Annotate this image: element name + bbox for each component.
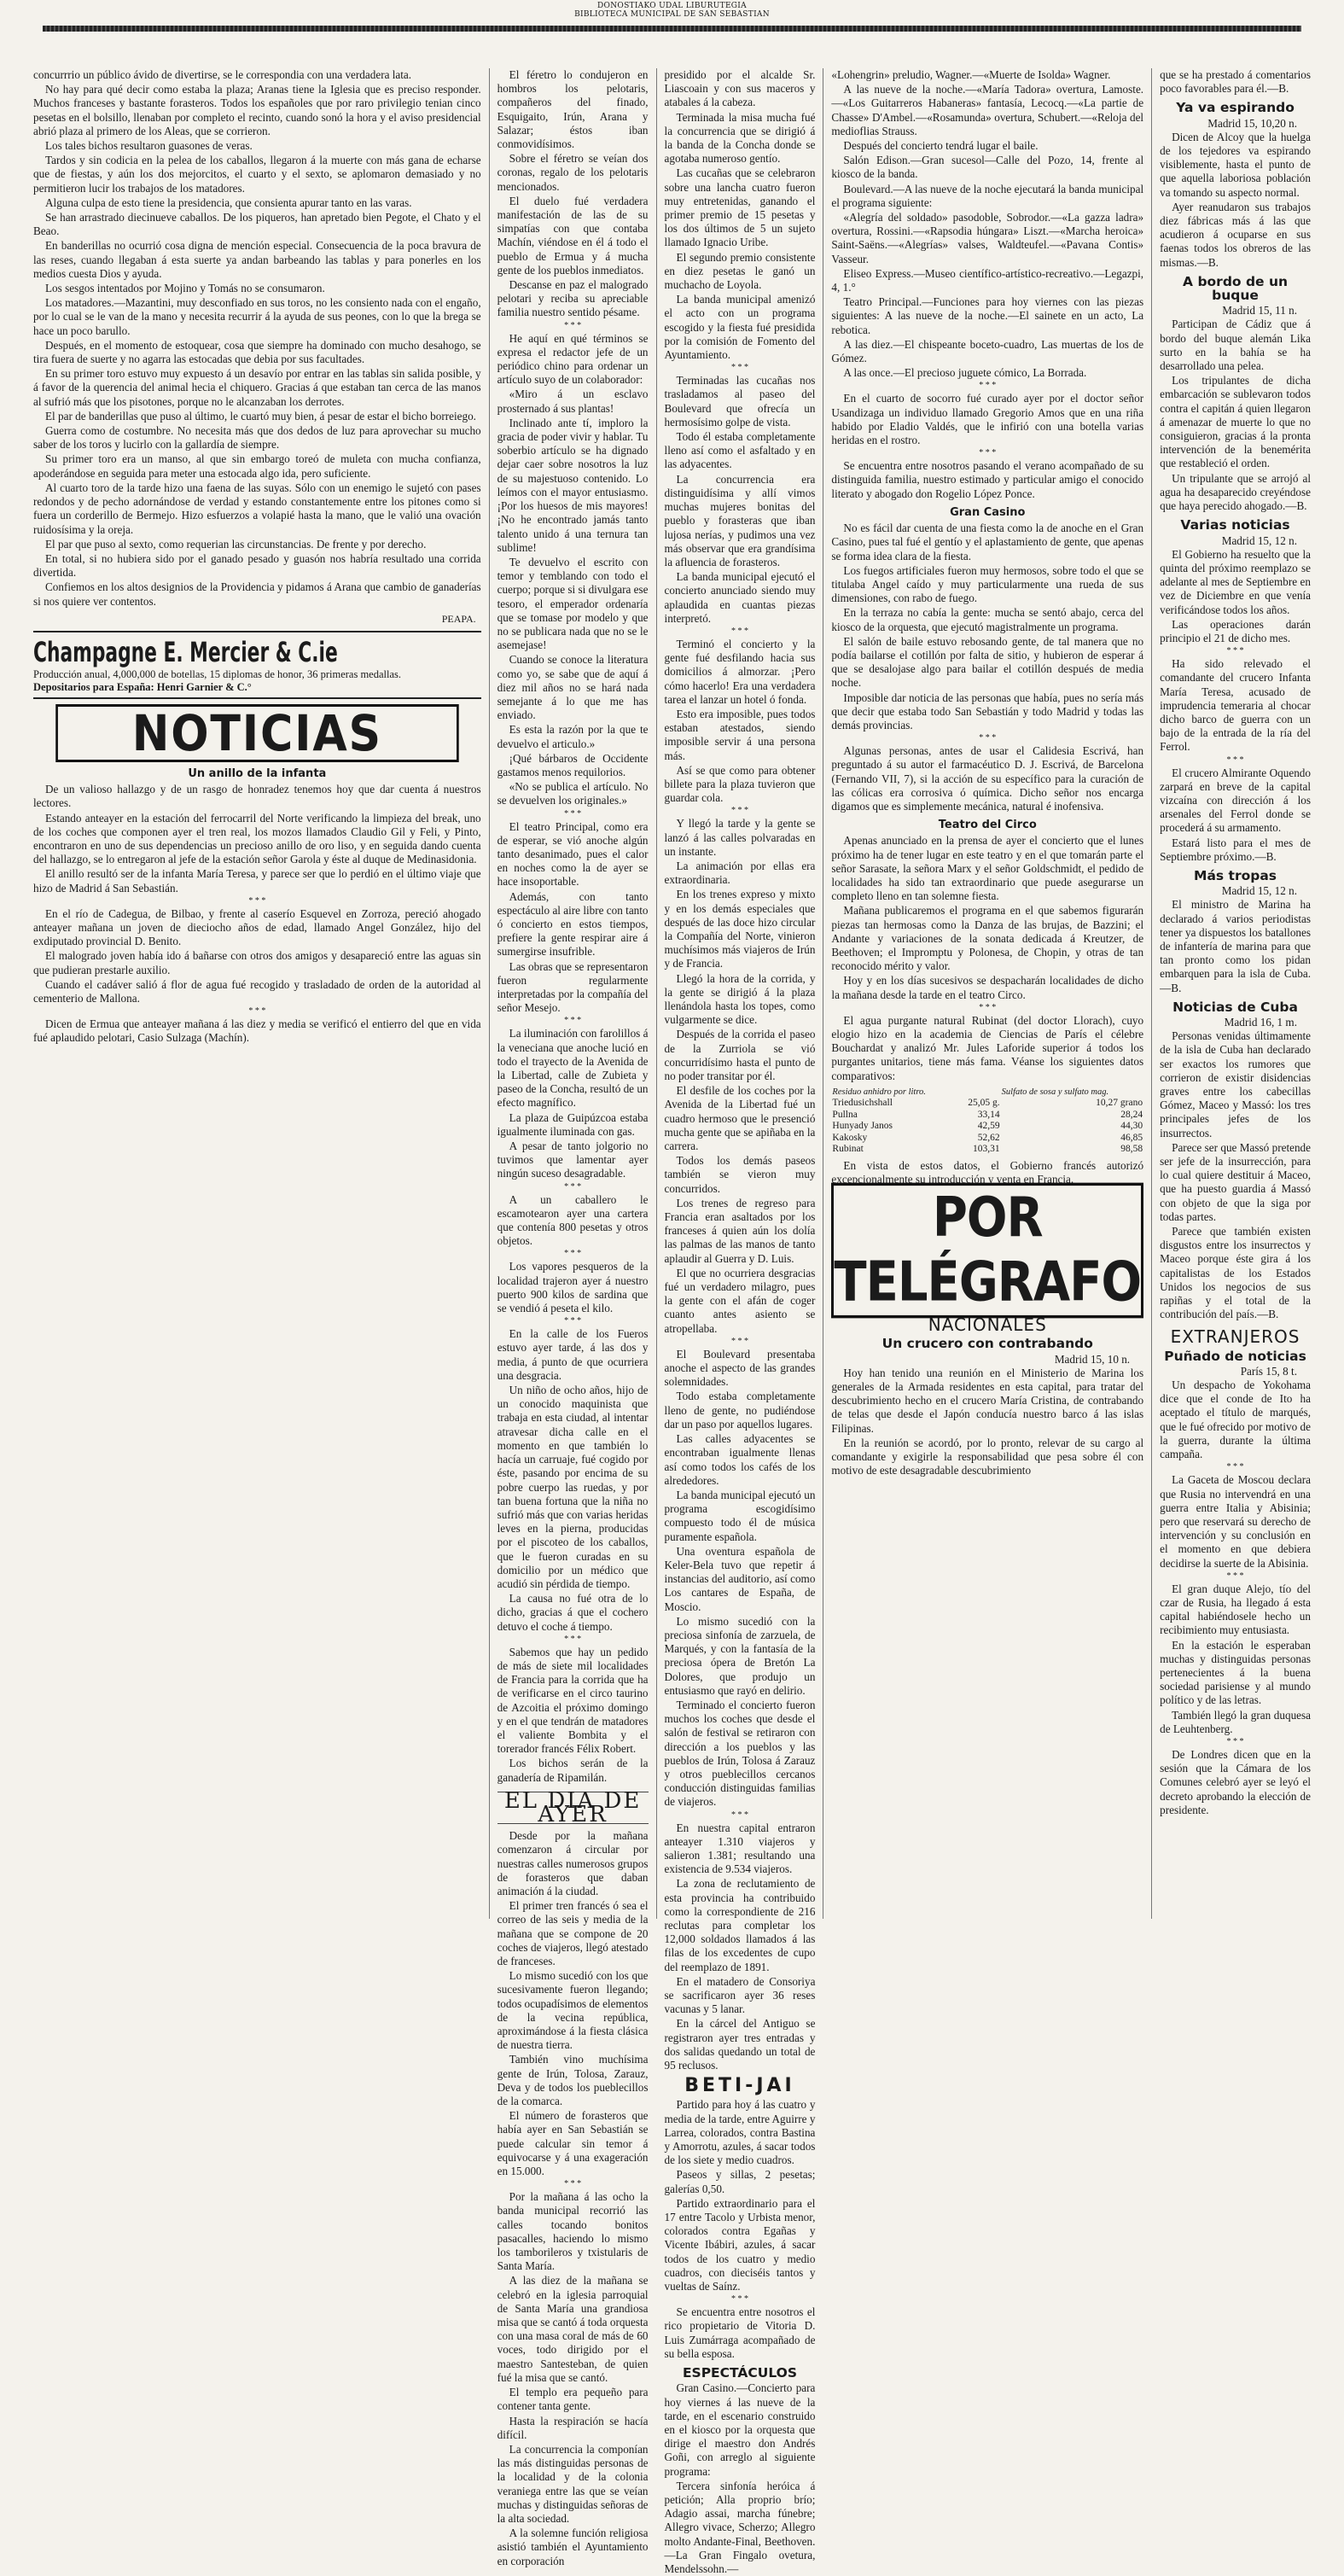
paragraph: Los sesgos intentados por Mojino y Tomás no se consumaron. [45, 282, 325, 295]
paragraph: Salón Edison.—Gran sucesol—Calle del Pozo, 14, frente al kiosco de la banda. [831, 154, 1144, 181]
paragraph: En el río de Cadegua, de Bilbao, y frente al caserío Esquevel en Zorroza, pereció ahogado anteayer mañana un joven de dieciocho años de edad, llamado Angel González, hijo del exdiputado provincial D. Benito. [33, 906, 481, 948]
paragraph: Partido extraordinario para el 17 entre Tacolo y Urbista menor, colorados contra Egañas y Vicente Ibábiri, azules, á sacar todos de los cuatro y medio cuadros, con dieciséis tantos y vueltas de Saínz. [664, 2196, 816, 2293]
separator-stars: * * * [979, 1002, 997, 1012]
separator-stars: * * * [564, 808, 582, 819]
paragraph: Los vapores pesqueros de la localidad trajeron ayer á nuestro puerto 900 kilos de sardina que se vendió á peseta el kilo. [497, 1260, 649, 1315]
paragraph: Llegó la hora de la corrida, y la gente se dirigió á la plaza llenándola hasta los topes, como vulgarmente se dice. [664, 971, 816, 1027]
paragraph: La animación por ellas era extraordinaria. [664, 859, 816, 887]
paragraph: Lo mismo sucedió con los que sucesivamente fueron llegando; todos ocupadísimos de elementos de la vecina república, aproximándose á la fiesta clásica de nuestra tierra. [497, 1969, 649, 2052]
paragraph: También vino muchísima gente de Irún, Tolosa, Zarauz, Deva y de todos los pueblecillos de la comarca. [497, 2053, 649, 2108]
table-row [831, 1110, 1143, 1122]
paragraph: Estará listo para el mes de Septiembre próximo.—B. [1160, 836, 1311, 863]
article-heading: A bordo de un buque [1183, 273, 1289, 304]
paragraph: Se han arrastrado diecinueve caballos. De los piqueros, han apretado bien Pegote, el Chato y el Beao. [33, 211, 481, 238]
paragraph: Cuando se conoce la literatura como yo, se sabe que de aquí á diez mil años no se hará nada semejante á lo que me has enviado. [497, 653, 649, 722]
paragraph: Al cuarto toro de la tarde hizo una faena de las suyas. Sólo con un enemigo le sujetó con pases redondos y de pecho adornándose de verdad y estando constantemente entre los pitones como si fuera un corderillo de Bermejo. Hizo esfuerzos a volapié hasta la mano, que le valió una ovación ruidosísima y la oreja. [33, 481, 481, 536]
paragraph: Inclinado ante tí, imploro la gracia de poder vivir y hablar. Tu soberbio artículo se ha dignado dejar caer sobre nosotros la luz de su majestuoso contenido. Lo leímos con el mayor entusiasmo. ¡Por los huesos de mis mayores! ¡No he encontrado jamás tanto talento unido á una ternura tan sublime! [497, 416, 649, 554]
paragraph: Eliseo Express.—Museo científico-artístico-recreativo.—Legazpi, 4, 1.° [831, 266, 1144, 294]
paragraph: «Lohengrin» preludio, Wagner.—«Muerte de Isolda» Wagner. [831, 68, 1111, 81]
paragraph: El segundo premio consistente en diez pesetas le ganó un muchacho de Loyola. [664, 250, 816, 292]
separator-stars: * * * [1226, 1736, 1244, 1746]
table-cell: 98,58 [1120, 1144, 1143, 1155]
column-1 [26, 68, 489, 1919]
paragraph: Así se que como para obtener billete para la plaza tuvieron que guardar cola. [664, 763, 816, 805]
separator-stars: * * * [730, 806, 748, 816]
paragraph: «No se publica el artículo. No se devuelven los originales.» [497, 780, 649, 807]
paragraph: El par que puso al sexto, como requerian las circunstancias. De frente y por derecho. [45, 537, 427, 551]
columns [26, 68, 1318, 2575]
paragraph: Parece ser que Massó pretende ser jefe de la insurrección, para lo cual quiere destituir á Maceo, que ha puesto guardia á Massó con objeto de que la siga por todas partes. [1160, 1140, 1311, 1223]
paragraph: Por la mañana á las ocho la banda municipal recorrió las calles tocando bonitos pasacalles, haciendo lo mismo los tamborileros y txistularis de Santa María. [497, 2190, 649, 2273]
paragraph: Teatro Principal.—Funciones para hoy viernes con las piezas siguientes: A las nueve de la noche.—El sainete en un acto, La rebotica. [831, 295, 1144, 336]
paragraph: Confiemos en los altos designios de la Providencia y pidamos á Arana que cambio de ganaderías si nos quiere ver contentos. [33, 580, 481, 608]
paragraph: Tardos y sin codicia en la pelea de los caballos, llegaron á la muerte con más gana de echarse que de fiestas, y aún los dos mejorcitos, el cuarto y el sexto, se aplomaron demasiado y no permitieron lucir los trabajos de los matadores. [33, 154, 481, 195]
section-heading-nacionales: NACIONALES [928, 1314, 1047, 1336]
archive-line-2: BIBLIOTECA MUNICIPAL DE SAN SEBASTIAN [574, 10, 770, 19]
paragraph: Personas venidas últimamente de la isla de Cuba han declarado ser exactos los rumores que corrieron de existir disidencias graves entre los cabecillas Gómez, Maceo y Massó: los tres principales jefes de los insurrectos. [1160, 1029, 1311, 1139]
paragraph: Las calles adyacentes se encontraban igualmente llenas así como todos los cafés de los alrededores. [664, 1432, 816, 1487]
column-4 [823, 68, 1151, 1919]
paragraph: El Gobierno ha resuelto que la quinta del próximo reemplazo se adelante al mes de Septiembre en vez de Diciembre en que venía verificándose todos los años. [1160, 547, 1311, 616]
paragraph: En los trenes expreso y mixto y en los demás especiales que después de las doce hizo circular la Compañía del Norte, vinieron muchísimos más viajeros de Irún y de Francia. [664, 888, 816, 970]
paragraph: El crucero Almirante Oquendo zarpará en breve de la capital vizcaína con dirección á los arsenales del Ferrol donde se procederá á su armamento. [1160, 766, 1311, 835]
section-heading-extranjeros: EXTRANJEROS [1170, 1326, 1300, 1348]
article-heading: Más tropas [1194, 867, 1277, 883]
paragraph: El teatro Principal, como era de esperar, se vió anoche algún tanto desanimado, pues el calor en noches como la de ayer se hace insoportable. [497, 819, 649, 889]
separator-stars: * * * [564, 1249, 582, 1259]
table-cell: 25,05 g. [968, 1098, 1000, 1109]
paragraph: Boulevard.—A las nueve de la noche ejecutará la banda municipal el programa siguiente: [831, 182, 1144, 209]
table-cell: 28,24 [1120, 1109, 1143, 1120]
paragraph: Un despacho de Yokohama dice que el conde de Ito ha aceptado el título de marqués, que le fué ofrecido por motivo de la guerra, durante la última campaña. [1160, 1378, 1311, 1461]
paragraph: Dicen de Ermua que anteayer mañana á las diez y media se verificó el entierro del que en vida fué aplaudido pelotari, Casio Sulzaga (Machín). [33, 1017, 481, 1045]
paragraph: El Boulevard presentaba anoche el aspecto de las grandes solemnidades. [664, 1347, 816, 1389]
paragraph: Cuando el cadáver salió á flor de agua fué recogido y trasladado de orden de la autoridad al cementerio de Mallona. [33, 977, 481, 1005]
dateline: Madrid 15, 11 n. [1222, 304, 1297, 318]
separator-stars: * * * [248, 1006, 266, 1017]
paragraph: Todo él estaba completamente lleno así como el asfaltado y en las adyacentes. [664, 430, 816, 471]
noticias-heading: NOTICIAS [55, 704, 458, 762]
paragraph: No hay para qué decir como estaba la plaza; Aranas tiene la Iglesia que es preciso responder. Muchos franceses y bastante forasteros. Todos los españoles que por raro privilegio tenian cinco pesetas en el bolsillo, llenaban por completo el recinto, cuando sonó la hora y el aviso presidencial abrió plaza al primero de los Aleas, que se corrieron. [33, 83, 481, 137]
paragraph: El salón de baile estuvo rebosando gente, de tal manera que no podía bailarse el cotillón por falta de sitio, y hubieron de esperar á que se desalojase algo para bailar el cotillón después de media noche. [831, 634, 1144, 690]
table-cell: Triedusichshall [832, 1098, 893, 1109]
paragraph: Después, en el momento de estoquear, cosa que siempre ha dominado con mucho desahogo, se tira fuera de suerte y no agarra las estocadas que debia por sus facultades. [33, 338, 481, 366]
paragraph: «Alegría del soldado» pasodoble, Sobrodor.—«La gazza ladra» overtura, Rossini.—«Rapsodia húngara» Liszt.—«Marcha heroica» Saint-Saëns.—«Alegrías» valses, Waldteufel.—«Pavana Contis» Vasseur. [831, 211, 1144, 265]
paragraph: Tercera sinfonía heróica á petición; Alla proprio brío; Adagio assai, marcha fúnebre; Allegro vivace, Scherzo; Allegro molto Andante-Final, Beethoven.—La Gran Fingalo ovetura, Mendelssohn.— [664, 2479, 816, 2575]
table-cell: Hunyady Janos [832, 1121, 893, 1132]
rubinat-comparison-table [831, 1087, 1143, 1156]
article-heading: Teatro del Circo [938, 819, 1037, 832]
paragraph: Es esta la razón por la que te devuelvo el articulo.» [497, 723, 649, 750]
separator-stars: * * * [564, 320, 582, 330]
paragraph: Se encuentra entre nosotros el rico propietario de Vitoria D. Luis Zumárraga acompañado de su bella esposa. [664, 2305, 816, 2360]
paragraph: La plaza de Guipúzcoa estaba igualmente iluminada con gas. [497, 1110, 649, 1138]
article-heading: Un anillo de la infanta [188, 766, 327, 780]
dateline: París 15, 8 t. [1240, 1364, 1297, 1378]
paragraph: ¡Qué bárbaros de Occidente gastamos menos requilorios. [497, 751, 649, 778]
advert-text: Producción anual, 4,000,000 de botellas, 15 diplomas de honor, 36 primeras medallas. [33, 667, 402, 680]
separator-stars: * * * [979, 733, 997, 743]
paragraph: La banda municipal ejecutó el concierto anunciado siendo muy aplaudida en cuantas piezas interpretó. [664, 570, 816, 625]
paragraph: La Gaceta de Moscou declara que Rusia no intervendrá en una guerra entre Italia y Abisinia; pero que reservará su derecho de intervención y su conclusión en el momento en que debiera decidirse la suerte de la Abisinia. [1160, 1473, 1311, 1570]
paragraph: En banderillas no ocurrió cosa digna de mención especial. Consecuencia de la poca bravura de las reses, cuando llegaban á esta suerte ya andan barbeando las tablas y para ponerles en los medios cuesta Dios y ayuda. [33, 239, 481, 280]
paragraph: El que no ocurriera desgracias fué un verdadero milagro, pues la gente con el afán de coger cuanto antes asiento se atropellaba. [664, 1266, 816, 1335]
paragraph: La banda municipal amenizó el acto con un programa escogido y la fiesta fué presidida por la comisión de Fomento del Ayuntamiento. [664, 293, 816, 362]
paragraph: En la terraza no cabía la gente: mucha se sentó abajo, cerca del kiosco de la orquesta, que ejecutó magistralmente un programa. [831, 606, 1144, 633]
dateline: Madrid 15, 12 n. [1221, 884, 1297, 898]
paragraph: A las diez de la mañana se celebró en la iglesia parroquial de Santa María una grandiosa misa que se cantó á toda orquesta con una masa coral de más de 60 voces, todo dirigido por el maestro Santesteban, de quien fué la misa que se cantó. [497, 2274, 649, 2384]
paragraph: En la cárcel del Antiguo se registraron ayer tres entradas y dos salidas quedando un total de 95 reclusos. [664, 2017, 816, 2072]
archive-masthead [26, 0, 1318, 19]
paragraph: Terminada la misa mucha fué la concurrencia que se dirigió á la banda de la Concha donde se agotaba numeroso gentío. [664, 110, 816, 166]
section-heading-beti-jai: BETI-JAI [684, 2075, 795, 2097]
column-2 [489, 68, 656, 2567]
paragraph: A la solemne función religiosa asistió también el Ayuntamiento en corporación [497, 2526, 649, 2567]
paragraph: Las cucañas que se celebraron sobre una lancha cuatro fueron muy entretenidas, ganando el primer premio de 15 pesetas y los dos últimos de 5 un sujeto llamado Ignacio Uribe. [664, 166, 816, 249]
paragraph: Hoy y en los días sucesivos se despacharán localidades de dicho la mañana desde la tarde en el teatro Circo. [831, 974, 1144, 1001]
separator-stars: * * * [1226, 755, 1244, 765]
table-header: Residuo anhidro por litro. [832, 1087, 926, 1097]
paragraph: En vista de estos datos, el Gobierno francés autorizó excepcionalmente su introducción y venta en Francia. [831, 1158, 1144, 1186]
paragraph: El par de banderillas que puso al último, le cuartó muy bien, á pesar de estar el bicho borreiego. [45, 409, 476, 423]
table-cell: Rubinat [832, 1144, 864, 1155]
paragraph: En nuestra capital entraron anteayer 1.310 viajeros y salieron 1.381; resultando una existencia de 9.534 viajeros. [664, 1821, 816, 1876]
paragraph: Terminadas las cucañas nos trasladamos al paseo del Boulevard que ofrecía un hermosísimo golpe de vista. [664, 374, 816, 428]
paragraph: Lo mismo sucedió con la preciosa sinfonía de zarzuela, de Marqués, y con la fantasía de la preciosa ópera de Bretón La Dolores, que produjo un entusiasmo que rayó en delirio. [664, 1614, 816, 1697]
paragraph: Sabemos que hay un pedido de más de siete mil localidades de Francia para la corrida que ha de verificarse en el circo taurino de Azcoitia el próximo domingo y en el que tendrán de matadores el valiente Bombita y el torerador francés Félix Robert. [497, 1645, 649, 1756]
paragraph: El número de forasteros que había ayer en San Sebastián se puede calcular sin temor á equivocarse y á una exageración en 15.000. [497, 2109, 649, 2178]
paragraph: Se encuentra entre nosotros pasando el verano acompañado de su distinguida familia, nuestro estimado y particular amigo el conocido literato y abogado don Rogelio López Ponce. [831, 459, 1144, 500]
paragraph: El anillo resultó ser de la infanta María Teresa, y parece ser que lo perdió en el último viaje que hizo de Madrid á San Sebastián. [33, 867, 481, 895]
paragraph: De un valioso hallazgo y de un rasgo de honradez tenemos hoy que dar cuenta á nuestros lectores. [33, 783, 481, 810]
separator-stars: * * * [564, 1634, 582, 1644]
paragraph: Los trenes de regreso para Francia eran asaltados por los franceses á quien aún los dolía las palmas de las manos de tanto aplaudir al Guerra y D. Luis. [664, 1196, 816, 1265]
paragraph: He aquí en qué términos se expresa el redactor jefe de un periódico chino para ordenar un artículo suyo de un colaborador: [497, 331, 649, 387]
article-heading: Noticias de Cuba [1172, 999, 1298, 1015]
section-heading-espectaculos: ESPECTÁCULOS [682, 2365, 798, 2381]
paragraph: En total, si no hubiera sido por el ganado pesado y guasón nos habría resultado una corrida divertida. [33, 551, 481, 580]
paragraph: Alguna culpa de esto tiene la presidencia, que consienta apurar tanto en las varas. [45, 195, 412, 209]
paragraph: Gran Casino.—Concierto para hoy viernes á las nueve de la tarde, en el escenario construido en el kiosco por la orquesta que dirige el maestro don Andrés Goñi, con arreglo al siguiente programa: [664, 2381, 816, 2478]
paragraph: Hasta la respiración se hacía difícil. [497, 2414, 649, 2441]
paragraph: No es fácil dar cuenta de una fiesta como la de anoche en el Gran Casino, pues tal fué el gentío y el aplastamiento de gente, que apenas se forma idea clara de la fiesta. [831, 522, 1144, 562]
paragraph: Las operaciones darán principio el 21 de dicho mes. [1160, 617, 1311, 644]
table-cell: 44,30 [1120, 1121, 1143, 1132]
separator-stars: * * * [564, 1016, 582, 1026]
paragraph: El duelo fué verdadera manifestación de las de su simpatías con que contaba Machín, viéndose en él á todo el pueblo de Ermua y á mucha gente de los pueblos inmediatos. [497, 194, 649, 277]
paragraph: En la estación le esperaban muchas y distinguidas personas pertenecientes á la buena sociedad parisiense y al mundo político y de las letras. [1160, 1638, 1311, 1707]
table-cell: 103,31 [973, 1144, 1000, 1155]
advert-title: Champagne E. Mercier & C.ie [33, 635, 338, 668]
paragraph: Los tales bichos resultaron guasones de veras. [45, 139, 253, 153]
paragraph: El templo era pequeño para contener tanta gente. [497, 2386, 649, 2413]
separator-stars: * * * [730, 2294, 748, 2305]
article-heading: Varias noticias [1180, 517, 1290, 533]
paragraph: En la calle de los Fueros estuvo ayer tarde, á las dos y media, á punto de que ocurriera una desgracia. [497, 1327, 649, 1382]
paragraph: Mañana publicaremos el programa en el que sabemos figurarán piezas tan hermosas como la Danza de las brujas, de Bazzini; el Andante y variaciones de la sonata dedicada á Kreutzer, de Beethoven; el Impromptu y Polonesa, de Chopin, y otras de tan reconocido mérito y valor. [831, 904, 1144, 973]
table-row [831, 1121, 1143, 1133]
paragraph: Una oventura española de Keler-Bela tuvo que repetir á instancias del auditorio, así como Los cantares de España, de Moscio. [664, 1544, 816, 1613]
article-heading: Ya va espirando [1176, 100, 1295, 116]
separator-stars: * * * [730, 363, 748, 373]
paragraph: Participan de Cádiz que á bordo del buque alemán Lika surto en la bahía se ha desarrollado una pelea. [1160, 318, 1311, 373]
paragraph: El féretro lo condujeron en hombros los pelotaris, compañeros del finado, Esquigaito, Irún, Arana y Salazar; éstos iban conmovidísimos. [497, 68, 649, 151]
separator-stars: * * * [1226, 646, 1244, 656]
paragraph: La causa no fué otra de lo dicho, gracias á que el cochero detuvo el coche á tiempo. [497, 1592, 649, 1633]
table-cell: Kakosky [832, 1132, 868, 1143]
paragraph: Las obras que se representaron fueron regularmente interpretadas por la compañía del señor Mesejo. [497, 959, 649, 1015]
paragraph: Y llegó la tarde y la gente se lanzó á las calles polvaradas en un instante. [664, 817, 816, 858]
paragraph: Parece que también existen disgustos entre los insurrectos y Maceo porque éste gira á los capitalistas de los Estados Unidos los negocios de sus rapiñas y el total de la contribución del país.—B. [1160, 1225, 1311, 1321]
paragraph: Todos los demás paseos también se vieron muy concurridos. [664, 1154, 816, 1195]
separator-stars: * * * [564, 1316, 582, 1326]
paragraph: concurrrio un público ávido de divertirse, se le correspondia con una verdadera lata. [33, 68, 412, 81]
separator-stars: * * * [979, 448, 997, 458]
paragraph: El ministro de Marina ha declarado á varios periodistas tener ya dispuestos los batallones de infantería de marina para que tan pronto como los pidan embarquen para la isla de Cuba.—B. [1160, 898, 1311, 994]
dateline: Madrid 15, 10 n. [1054, 1352, 1131, 1366]
advert-depositary: Depositarios para España: Henri Garnier & C.° [33, 680, 252, 693]
paragraph: La concurrencia la componían las más distinguidas personas de la localidad y de la colonia veraniega entre las que se veían muchas y distinguidas señoras de la alta sociedad. [497, 2442, 649, 2525]
paragraph: En la reunión se acordó, por lo pronto, relevar de su cargo al comandante y exigirle la responsabilidad que pesa sobre él con motivo de este desagradable descubrimiento [831, 1436, 1144, 1477]
paragraph: Dicen de Alcoy que la huelga de los tejedores va espirando visiblemente, hasta el punto de que aquella laboriosa población va tomando su aspecto normal. [1160, 130, 1311, 199]
paragraph: Su primer toro era un manso, al que sin embargo toreó de muleta con mucha confianza, apoderándose en seguida para meter una estocada algo ida, pero suficiente. [33, 452, 481, 480]
paragraph: A las once.—El precioso juguete cómico, La Borrada. [843, 366, 1087, 380]
table-cell: 46,85 [1120, 1132, 1143, 1143]
paragraph: Todo estaba completamente lleno de gente, no pudiéndose dar un paso por aquellos lugares. [664, 1390, 816, 1431]
paragraph: De Londres dicen que en la sesión que la Cámara de los Comunes celebró ayer se leyó el decreto aprobando la elección de presidente. [1160, 1747, 1311, 1816]
top-rule [43, 26, 1301, 32]
separator-stars: * * * [1226, 1571, 1244, 1581]
paragraph: Terminó el concierto y la gente fué desfilando hacia sus domicilios á almorzar. ¡Pero cómo hacerlo! Era una verdadera tarea el lanzar un hotel ó fonda. [664, 637, 816, 706]
paragraph: Estando anteayer en la estación del ferrocarril del Norte verificando la limpieza del break, uno de los coches que componen ayer el tren real, los mozos llamados Claudio Gil y Feli, y Pinto, encontraron en uno de sus dependencias un precioso anillo de oro liso, y en seguida dando cuenta del hallazgo, se lo entregaron al jefe de la estación señor Garola y éste al duque de Medinasidonia. [33, 811, 481, 866]
separator-stars: * * * [564, 2179, 582, 2189]
paragraph: Además, con tanto espectáculo al aire libre con tanto ó concierto en estos tiempos, prefiere la gente respirar aire á sumergirse insufrible. [497, 889, 649, 959]
article-heading: Puñado de noticias [1164, 1348, 1306, 1364]
paragraph: Ayer reanudaron sus trabajos diez fábricas más á las que acudieron á ocuparse en sus faenas todos los obreros de las mismas.—B. [1160, 200, 1311, 269]
table-cell: 33,14 [977, 1109, 1000, 1120]
section-heading-el-dia-de-ayer: EL DIA DE AYER [497, 1792, 649, 1824]
paragraph: A las nueve de la noche.—«María Tadora» overtura, Lamoste.—«Los Guitarreros Habaneras» fantasía, Lecocq.—«La partie de Chasse» D'Ambel.—«Rosamunda» overtura, Schubert.—«Reloja del medioflias Strauss. [831, 83, 1144, 137]
paragraph: Un tripulante que se arrojó al agua ha desaparecido creyéndose que haya perecido ahogado.—B. [1160, 471, 1311, 513]
separator-stars: * * * [564, 1181, 582, 1192]
paragraph: «Miro á un esclavo prosternado á sus plantas! [497, 388, 649, 415]
dateline: Madrid 15, 10,20 n. [1207, 116, 1297, 130]
paragraph: En su primer toro estuvo muy expuesto á un desavío por entrar en las tablas sin salida posible, y á favor de la querencia del animal hecia el chiquero. Gracias á que estaban tan cerca de las manos al sufrió más que los pisotones, porque no le alcanzaban los derrotes. [33, 367, 481, 408]
paragraph: Ha sido relevado el comandante del crucero Infanta María Teresa, acusado de imprudencia temeraria al chocar dicho barco de guerra con un bajo de la entrada de la ría del Ferrol. [1160, 657, 1311, 754]
column-3 [656, 68, 823, 2575]
paragraph: La concurrencia era distinguidísima y allí vimos muchas mujeres bonitas del pueblo y forasteras que iban lujosa nerías, y pudimos una vez más observar que era grandísima la afluencia de forasteros. [664, 472, 816, 568]
paragraph: Los tripulantes de dicha embarcación se sublevaron todos contra el capitán á quien llegaron á amenazar de muerte lo que no consiguieron, gracias á la pronta intervención de la benemérita que restableció el orden. [1160, 374, 1311, 470]
table-cell: 42,59 [977, 1121, 1000, 1132]
paragraph: que se ha prestado á comentarios poco favorables para él.—B. [1160, 68, 1311, 96]
paragraph: En el cuarto de socorro fué curado ayer por el doctor señor Usandizaga un individuo llamado Gregorio Amos que en una riña habido por Eladio Valdés, que le infirió con una botella varias heridas en el rostro. [831, 392, 1144, 447]
table-cell: 10,27 grano [1096, 1098, 1143, 1109]
paragraph: A un caballero le escamotearon ayer una cartera que contenía 800 pesetas y otros objetos. [497, 1192, 649, 1248]
paragraph: Imposible dar noticia de las personas que había, pues no sería más que decir que estaba todo San Sebastián y todo Madrid y todas las demás provincias. [831, 691, 1144, 731]
paragraph: El agua purgante natural Rubinat (del doctor Llorach), cuyo elogio hizo en la academia de Ciencias de París el célebre Bouchardat y analizó Mr. Jules Laforide superior á todos los purgantes unitarios, tiene más fama. Véanse los siguientes datos comparativos: [831, 1013, 1144, 1082]
paragraph: Desde por la mañana comenzaron á circular por nuestras calles numerosos grupos de forasteros que daban animación á la ciudad. [497, 1829, 649, 1897]
dateline: Madrid 16, 1 m. [1224, 1016, 1297, 1029]
champagne-advert [33, 631, 481, 699]
paragraph: El primer tren francés ó sea el correo de las seis y media de la mañana que se compone de 20 coches de viajeros, llegó atestado de franceses. [497, 1899, 649, 1967]
table-row [831, 1098, 1143, 1110]
paragraph: Apenas anunciado en la prensa de ayer el concierto que el lunes próximo ha de tener lugar en este teatro y en el que tomarán parte el señor Sarasate, la señora Marx y el señor Goldschmidt, el pedido de localidades ha sido tan extraordinario que puede asegurarse un completo lleno en tan solemne fiesta. [831, 834, 1144, 903]
article-heading: Gran Casino [950, 505, 1026, 519]
paragraph: Un niño de ocho años, hijo de un conocido maquinista que trabaja en esta ciudad, al intentar atravesar dicha calle en el momento en que también lo hacía un carruaje, fué cogido por éste, pasando por encima de su pobre cuerpo las ruedas, y por tan buena fortuna que la niña no sufrió más que con varias heridas leves en la pierna, producidas por el piscoteo de los caballos, que le fueron curadas en su domicilio por un médico que acudió sin pérdida de tiempo. [497, 1384, 649, 1590]
paragraph: Sobre el féretro se veían dos coronas, regalo de los pelotaris mencionados. [497, 152, 649, 193]
paragraph: Algunas personas, antes de usar el Calidesia Escrivá, han preguntado á su autor el farmacéutico D. J. Escrivá, de Barcelona (Fernando VII, 7), si la acción de su específico para la curación de las cólicas era corrosiva ó química. Dicho señor nos encarga digamos que es simplemente mecánica, natural é inofensiva. [831, 744, 1144, 813]
paragraph: Esto era imposible, pues todos estaban atestados, siendo imposible servir á una persona más. [664, 707, 816, 762]
table-row [831, 1133, 1143, 1145]
column-5 [1151, 68, 1318, 1919]
separator-stars: * * * [730, 1810, 748, 1820]
archive-line-1: DONOSTIAKO UDAL LIBURUTEGIA [597, 2, 747, 10]
section-heading-por-telegrafo: POR TELÉGRAFO [831, 1183, 1143, 1319]
table-header [957, 1087, 1001, 1099]
table-cell: 52,62 [977, 1132, 1000, 1143]
paragraph: También llegó la gran duquesa de Leuhtenberg. [1160, 1708, 1311, 1735]
paragraph: A las diez.—El chispeante boceto-cuadro, Las muertas de los de Gómez. [831, 337, 1144, 365]
paragraph: El malogrado joven había ido á bañarse con otros dos amigos y desapareció entre las aguas sin que pudieran prestarle auxilio. [33, 949, 481, 976]
paragraph: Los matadores.—Mazantini, muy desconfiado en sus toros, no les consiento nada con el engaño, por lo cual se le van de la mano y necesita recurrir á la ayuda de sus peones, con lo que la brega se hace un poco barullo. [33, 296, 481, 337]
paragraph: Después de la corrida el paseo de la Zurriola se vió concurridísimo hasta el punto de no poder transitar por él. [664, 1028, 816, 1083]
paragraph: Te devuelvo el escrito con temor y temblando con todo el cuerpo; porque si si divulgara ese tesoro, el emperador ordenaría que se tomase por modelo y que no se publicara nada que no se le asemejase! [497, 555, 649, 652]
paragraph: Los fuegos artificiales fueron muy hermosos, sobre todo el que se titulaba Angel caído y muy particularmente una rueda de sus dimensiones, con rabo de fuego. [831, 563, 1144, 605]
paragraph: El desfile de los coches por la Avenida de la Libertad fué un cuadro hermoso que le presenció mucha gente que se apiñaba en la carrera. [664, 1084, 816, 1153]
paragraph: Los bichos serán de la ganadería de Ripamilán. [497, 1757, 649, 1784]
paragraph: Terminado el concierto fueron muchos los coches que desde el salón de festival se retiraron con dirección a los pueblos y las pueblos de Irún, Tolosa á Zarauz y otros pueblecillos cercanos conducción distinguidas familias de viajeros. [664, 1698, 816, 1809]
paragraph: Paseos y sillas, 2 pesetas; galerías 0,50. [664, 2168, 816, 2195]
paragraph: El gran duque Alejo, tío del czar de Rusia, ha llegado á esta capital habiéndosele hecho un recibimiento muy entusiasta. [1160, 1582, 1311, 1637]
paragraph: Hoy han tenido una reunión en el Ministerio de Marina los generales de la Armada residentes en esta capital, para tratar del descubrimiento hecho en el crucero María Cristina, de contrabando de telas que desde el Japón conducía nuestro barco á las islas Filipinas. [831, 1366, 1144, 1435]
table-cell: Pullna [832, 1109, 858, 1120]
separator-stars: * * * [730, 626, 748, 636]
paragraph: La iluminación con farolillos á la veneciana que anoche lució en todo el trayecto de la Avenida de la Libertad, calle de Zubieta y paseo de la Concha, resultó de un efecto magnífico. [497, 1027, 649, 1110]
paragraph: En el matadero de Consoriya se sacrificaron ayer 36 reses vacunas y 5 lanar. [664, 1974, 816, 2016]
paragraph: Después del concierto tendrá lugar el baile. [843, 139, 1039, 153]
dateline: Madrid 15, 12 n. [1221, 533, 1297, 547]
table-header: Sulfato de sosa y sulfato mag. [1001, 1087, 1109, 1097]
paragraph: La banda municipal ejecutó un programa escogidísimo compuesto todo él de música puramente española. [664, 1488, 816, 1543]
paragraph: Guerra como de costumbre. No necesita más que dos dedos de luz para aprovechar su mucho saber de los toros y lucirlo con la gallardía de siempre. [33, 424, 481, 452]
separator-stars: * * * [1226, 1462, 1244, 1472]
separator-stars: * * * [248, 895, 266, 906]
paragraph: presidido por el alcalde Sr. Liascoain y con sus maceros y atabales á la cabeza. [664, 68, 816, 109]
author-signature: PEAPA. [441, 612, 476, 625]
paragraph: La zona de reclutamiento de esta provincia ha contribuido como la correspondiente de 216 reclutas para completar los 12,000 soldados llamados á las filas de los excedentes de cupo del reemplazo de 1891. [664, 1877, 816, 1973]
table-row [831, 1144, 1143, 1156]
article-heading: Un crucero con contrabando [881, 1336, 1093, 1352]
paragraph: Partido para hoy á las cuatro y media de la tarde, entre Aguirre y Larrea, colorados, contra Bastina y Amorrotu, azules, á sacar todos de los siete y medio cuadros. [664, 2098, 816, 2167]
paragraph: Descanse en paz el malogrado pelotari y reciba su apreciable familia nuestro sentido pésame. [497, 278, 649, 319]
separator-stars: * * * [979, 381, 997, 391]
paragraph: A pesar de tanto jolgorio no tuvimos que lamentar ayer ningún suceso desagradable. [497, 1139, 649, 1180]
separator-stars: * * * [730, 1336, 748, 1346]
